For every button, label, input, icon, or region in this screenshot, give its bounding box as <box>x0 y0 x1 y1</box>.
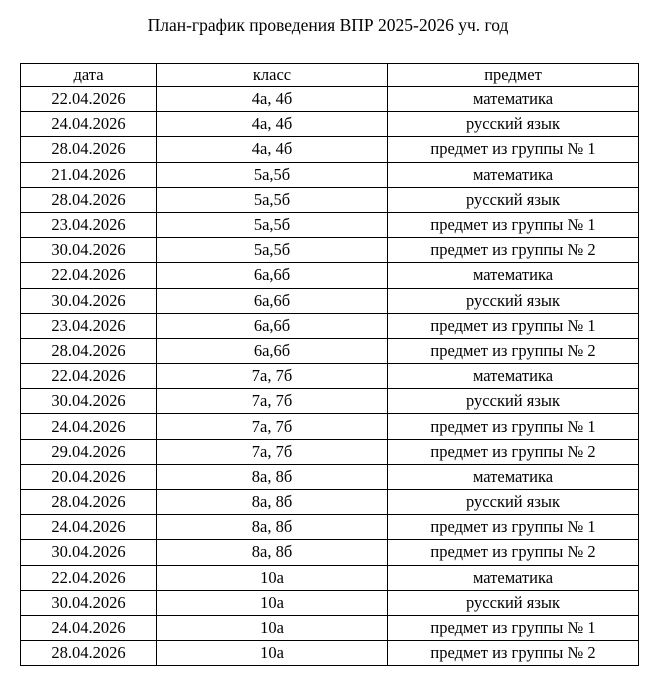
table-row <box>21 112 639 137</box>
date-cell: 28.04.2026 <box>21 187 157 212</box>
column-header-subject: предмет <box>388 64 639 87</box>
table-row <box>21 389 639 414</box>
date-cell: 28.04.2026 <box>21 490 157 515</box>
date-cell: 22.04.2026 <box>21 87 157 112</box>
subject-cell: русский язык <box>388 112 639 137</box>
table-row <box>21 313 639 338</box>
subject-cell: предмет из группы № 1 <box>388 212 639 237</box>
date-cell: 30.04.2026 <box>21 540 157 565</box>
table-row <box>21 540 639 565</box>
class-cell: 8а, 8б <box>157 464 388 489</box>
class-cell: 6а,6б <box>157 313 388 338</box>
table-row <box>21 590 639 615</box>
class-cell: 4а, 4б <box>157 112 388 137</box>
subject-cell: предмет из группы № 2 <box>388 238 639 263</box>
table-row <box>21 288 639 313</box>
date-cell: 24.04.2026 <box>21 515 157 540</box>
subject-cell: предмет из группы № 2 <box>388 338 639 363</box>
date-cell: 28.04.2026 <box>21 641 157 666</box>
class-cell: 7а, 7б <box>157 414 388 439</box>
table-row <box>21 641 639 666</box>
class-cell: 6а,6б <box>157 263 388 288</box>
subject-cell: предмет из группы № 2 <box>388 439 639 464</box>
table-row <box>21 515 639 540</box>
table-row <box>21 162 639 187</box>
subject-cell: предмет из группы № 1 <box>388 137 639 162</box>
subject-cell: предмет из группы № 2 <box>388 641 639 666</box>
date-cell: 24.04.2026 <box>21 112 157 137</box>
table-row <box>21 615 639 640</box>
subject-cell: русский язык <box>388 389 639 414</box>
class-cell: 5а,5б <box>157 187 388 212</box>
schedule-table <box>20 63 639 666</box>
class-cell: 10а <box>157 641 388 666</box>
date-cell: 28.04.2026 <box>21 338 157 363</box>
class-cell: 7а, 7б <box>157 439 388 464</box>
subject-cell: предмет из группы № 1 <box>388 515 639 540</box>
class-cell: 10а <box>157 615 388 640</box>
date-cell: 24.04.2026 <box>21 615 157 640</box>
document-title: План-график проведения ВПР 2025-2026 уч. год <box>147 15 509 35</box>
table-row <box>21 87 639 112</box>
subject-cell: предмет из группы № 1 <box>388 615 639 640</box>
table-row <box>21 187 639 212</box>
subject-cell: русский язык <box>388 187 639 212</box>
table-body <box>21 87 639 666</box>
date-cell: 22.04.2026 <box>21 565 157 590</box>
class-cell: 5а,5б <box>157 212 388 237</box>
table-row <box>21 212 639 237</box>
subject-cell: русский язык <box>388 490 639 515</box>
date-cell: 30.04.2026 <box>21 238 157 263</box>
subject-cell: математика <box>388 464 639 489</box>
table-row <box>21 364 639 389</box>
class-cell: 6а,6б <box>157 288 388 313</box>
table-row <box>21 490 639 515</box>
subject-cell: математика <box>388 87 639 112</box>
table-row <box>21 263 639 288</box>
subject-cell: русский язык <box>388 288 639 313</box>
class-cell: 10а <box>157 590 388 615</box>
class-cell: 8а, 8б <box>157 490 388 515</box>
table-row <box>21 565 639 590</box>
date-cell: 22.04.2026 <box>21 364 157 389</box>
date-cell: 30.04.2026 <box>21 389 157 414</box>
date-cell: 20.04.2026 <box>21 464 157 489</box>
date-cell: 24.04.2026 <box>21 414 157 439</box>
subject-cell: математика <box>388 162 639 187</box>
table-header-row <box>21 64 639 87</box>
class-cell: 10а <box>157 565 388 590</box>
table-row <box>21 137 639 162</box>
class-cell: 7а, 7б <box>157 364 388 389</box>
class-cell: 7а, 7б <box>157 389 388 414</box>
date-cell: 29.04.2026 <box>21 439 157 464</box>
class-cell: 6а,6б <box>157 338 388 363</box>
date-cell: 30.04.2026 <box>21 288 157 313</box>
date-cell: 28.04.2026 <box>21 137 157 162</box>
date-cell: 23.04.2026 <box>21 212 157 237</box>
table-row <box>21 238 639 263</box>
subject-cell: математика <box>388 565 639 590</box>
column-header-date: дата <box>21 64 157 87</box>
table-row <box>21 414 639 439</box>
subject-cell: предмет из группы № 1 <box>388 313 639 338</box>
date-cell: 21.04.2026 <box>21 162 157 187</box>
table-row <box>21 338 639 363</box>
class-cell: 4а, 4б <box>157 87 388 112</box>
class-cell: 8а, 8б <box>157 540 388 565</box>
date-cell: 22.04.2026 <box>21 263 157 288</box>
column-header-class: класс <box>157 64 388 87</box>
class-cell: 5а,5б <box>157 238 388 263</box>
subject-cell: математика <box>388 263 639 288</box>
subject-cell: русский язык <box>388 590 639 615</box>
date-cell: 23.04.2026 <box>21 313 157 338</box>
date-cell: 30.04.2026 <box>21 590 157 615</box>
table-row <box>21 439 639 464</box>
class-cell: 4а, 4б <box>157 137 388 162</box>
class-cell: 8а, 8б <box>157 515 388 540</box>
subject-cell: математика <box>388 364 639 389</box>
class-cell: 5а,5б <box>157 162 388 187</box>
subject-cell: предмет из группы № 2 <box>388 540 639 565</box>
table-row <box>21 464 639 489</box>
subject-cell: предмет из группы № 1 <box>388 414 639 439</box>
